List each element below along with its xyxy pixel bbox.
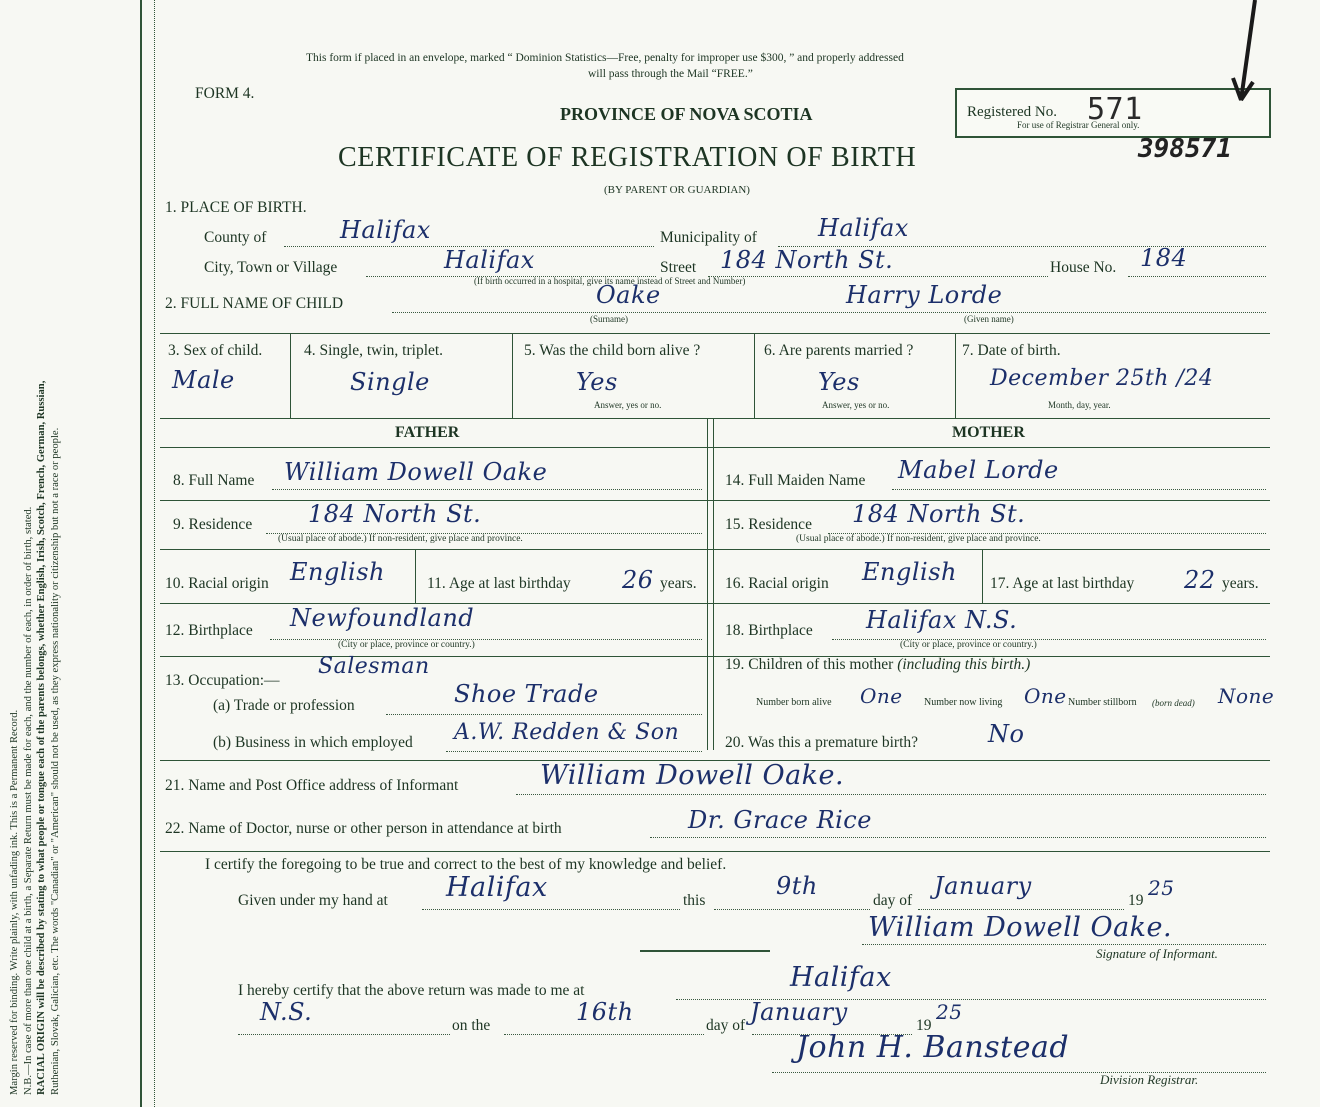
city-label: City, Town or Village [204, 259, 338, 276]
municipality-value: Halifax [818, 214, 909, 242]
house-number-value: 184 [1140, 244, 1188, 272]
informant-label: 21. Name and Post Office address of Informant [165, 777, 459, 794]
child-name-label: 2. FULL NAME OF CHILD [165, 295, 344, 312]
registered-number-box [955, 88, 1271, 138]
multiple-birth-value: Single [350, 368, 430, 396]
margin-border [140, 0, 142, 1107]
father-residence-label: 9. Residence [173, 516, 253, 533]
margin-line-3: RACIAL ORIGIN will be described by stating to what people or tongue each of the parents belongs, whether English, Irish, Scotch, French, German, Russian, [36, 380, 47, 1095]
father-business-value: A.W. Redden & Son [454, 720, 680, 745]
surname-caption: (Surname) [590, 314, 628, 324]
born-alive-label: 5. Was the child born alive ? [524, 342, 701, 359]
registrar-place-value: Halifax [790, 962, 892, 993]
born-alive-value: Yes [576, 368, 618, 396]
mother-birthplace-value: Halifax N.S. [866, 606, 1018, 634]
stillborn-note: (born dead) [1152, 698, 1195, 708]
father-racial-origin-label: 10. Racial origin [165, 575, 269, 592]
premature-birth-label: 20. Was this a premature birth? [725, 734, 919, 751]
municipality-label: Municipality of [660, 229, 757, 246]
father-trade-value: Shoe Trade [454, 680, 599, 708]
certification-year-value: 25 [1148, 876, 1175, 900]
given-under-hand-label: Given under my hand at [238, 892, 388, 909]
margin-line-2: N.B.—In case of more than one child at a birth, a Separate Return must be made for each, and the number of each, in order of birth, stated. [22, 506, 34, 1095]
mother-residence-value: 184 North St. [852, 500, 1026, 528]
registered-label: Registered No. [967, 104, 1057, 120]
father-birthplace-value: Newfoundland [290, 604, 475, 632]
date-of-birth-caption: Month, day, year. [1048, 400, 1111, 410]
stillborn-count-label: Number stillborn [1068, 697, 1137, 708]
registrar-year-value: 25 [936, 1000, 963, 1024]
certification-day-of-label: day of [873, 892, 913, 909]
mother-children-label-text: 19. Children of this mother [725, 656, 894, 673]
doctor-value: Dr. Grace Rice [688, 806, 872, 834]
county-value: Halifax [340, 216, 431, 244]
stillborn-count-value: None [1218, 684, 1275, 708]
child-given-name: Harry Lorde [846, 281, 1003, 309]
father-residence-caption: (Usual place of abode.) If non-resident, give place and province. [278, 534, 523, 544]
doctor-label: 22. Name of Doctor, nurse or other person in attendance at birth [165, 820, 562, 837]
mother-residence-caption: (Usual place of abode.) If non-resident, give place and province. [796, 534, 1041, 544]
on-the-label: on the [452, 1017, 491, 1034]
date-of-birth-value: December 25th /24 [990, 366, 1214, 391]
certification-statement: I certify the foregoing to be true and correct to the best of my knowledge and belief. [205, 856, 727, 873]
registrar-day-of-label: day of [706, 1017, 746, 1034]
registrar-signature-caption: Division Registrar. [1100, 1072, 1199, 1087]
now-living-count-value: One [1024, 684, 1067, 708]
born-alive-count-value: One [860, 684, 903, 708]
form-number: FORM 4. [195, 85, 255, 102]
registrar-year-prefix: 19 [916, 1017, 932, 1034]
informant-signature: William Dowell Oake. [868, 912, 1173, 943]
mother-residence-label: 15. Residence [725, 516, 812, 533]
father-birthplace-label: 12. Birthplace [165, 622, 253, 639]
born-alive-caption: Answer, yes or no. [594, 400, 662, 410]
county-label: County of [204, 229, 267, 246]
premature-birth-value: No [988, 720, 1025, 748]
father-trade-label: (a) Trade or profession [213, 697, 355, 714]
father-heading: FATHER [395, 424, 460, 441]
registrar-signature: John H. Banstead [796, 1030, 1070, 1065]
father-racial-origin-value: English [290, 558, 385, 586]
registered-value: 571 [1087, 92, 1143, 127]
certification-year-prefix: 19 [1128, 892, 1144, 909]
divider-rule [640, 950, 770, 952]
mother-age-value: 22 [1184, 566, 1216, 594]
father-occupation-value: Salesman [318, 654, 430, 679]
margin-line-4: Ruthenian, Slovak, Galician, etc. The words "Canadian" or "American" should not be used, as they express nationality or citizenship but not a race or people. [49, 427, 61, 1095]
tick-mark-icon [1225, 0, 1265, 120]
child-surname: Oake [596, 281, 661, 309]
mother-children-label-italic: (including this birth.) [897, 656, 1031, 673]
date-of-birth-label: 7. Date of birth. [962, 342, 1061, 359]
father-name-label: 8. Full Name [173, 472, 255, 489]
page-title: CERTIFICATE OF REGISTRATION OF BIRTH [338, 142, 917, 173]
margin-line-1: Margin reserved for binding. Write plainly, with unfading ink. This is a Permanent Record. [9, 709, 20, 1095]
certification-month-value: January [934, 872, 1032, 900]
multiple-birth-label: 4. Single, twin, triplet. [304, 342, 444, 359]
parents-married-caption: Answer, yes or no. [822, 400, 890, 410]
mother-age-label: 17. Age at last birthday [990, 575, 1135, 592]
registrar-month-value: January [750, 998, 848, 1026]
father-business-label: (b) Business in which employed [213, 734, 413, 751]
mother-racial-origin-label: 16. Racial origin [725, 575, 829, 592]
father-age-label: 11. Age at last birthday [427, 575, 571, 592]
page-subtitle: (BY PARENT OR GUARDIAN) [604, 184, 750, 196]
street-label: Street [660, 259, 697, 276]
mother-name-value: Mabel Lorde [898, 456, 1059, 484]
father-name-value: William Dowell Oake [284, 458, 548, 486]
father-years-label: years. [660, 575, 697, 592]
city-value: Halifax [444, 246, 535, 274]
mother-heading: MOTHER [952, 424, 1025, 441]
stamped-number: 398571 [1138, 134, 1232, 164]
father-occupation-label: 13. Occupation:— [165, 672, 280, 689]
this-label: this [683, 892, 706, 909]
margin-instructions [8, 45, 62, 1095]
street-value: 184 North St. [720, 246, 894, 274]
registrar-note: For use of Registrar General only. [1017, 120, 1140, 130]
born-alive-count-label: Number born alive [756, 697, 832, 708]
mother-name-label: 14. Full Maiden Name [725, 472, 866, 489]
house-number-label: House No. [1050, 259, 1117, 276]
given-name-caption: (Given name) [964, 314, 1014, 324]
father-residence-value: 184 North St. [308, 500, 482, 528]
certification-day-value: 9th [776, 872, 818, 900]
province-heading: PROVINCE OF NOVA SCOTIA [560, 104, 813, 124]
mother-children-label [725, 656, 1030, 674]
now-living-count-label: Number now living [924, 697, 1003, 708]
sex-label: 3. Sex of child. [168, 342, 263, 359]
informant-value: William Dowell Oake. [540, 760, 845, 791]
registrar-place-continued: N.S. [260, 998, 313, 1026]
registrar-day-value: 16th [576, 998, 634, 1026]
mother-years-label: years. [1222, 575, 1259, 592]
place-of-birth-label: 1. PLACE OF BIRTH. [165, 199, 307, 216]
father-age-value: 26 [622, 566, 654, 594]
given-place-value: Halifax [446, 872, 548, 903]
mother-birthplace-caption: (City or place, province or country.) [900, 640, 1037, 650]
mail-notice-2: will pass through the Mail “FREE.” [588, 68, 753, 80]
mail-notice-1: This form if placed in an envelope, marked “ Dominion Statistics—Free, penalty for improper use $300, ” and properly addressed [306, 52, 904, 64]
parents-married-value: Yes [818, 368, 860, 396]
hospital-note: (If birth occurred in a hospital, give its name instead of Street and Number) [474, 276, 746, 286]
registrar-statement: I hereby certify that the above return was made to me at [238, 982, 585, 999]
binding-guide [154, 0, 155, 1107]
father-birthplace-caption: (City or place, province or country.) [338, 640, 475, 650]
parents-married-label: 6. Are parents married ? [764, 342, 914, 359]
mother-racial-origin-value: English [862, 558, 957, 586]
mother-birthplace-label: 18. Birthplace [725, 622, 813, 639]
sex-value: Male [172, 366, 235, 394]
informant-signature-caption: Signature of Informant. [1096, 946, 1218, 961]
